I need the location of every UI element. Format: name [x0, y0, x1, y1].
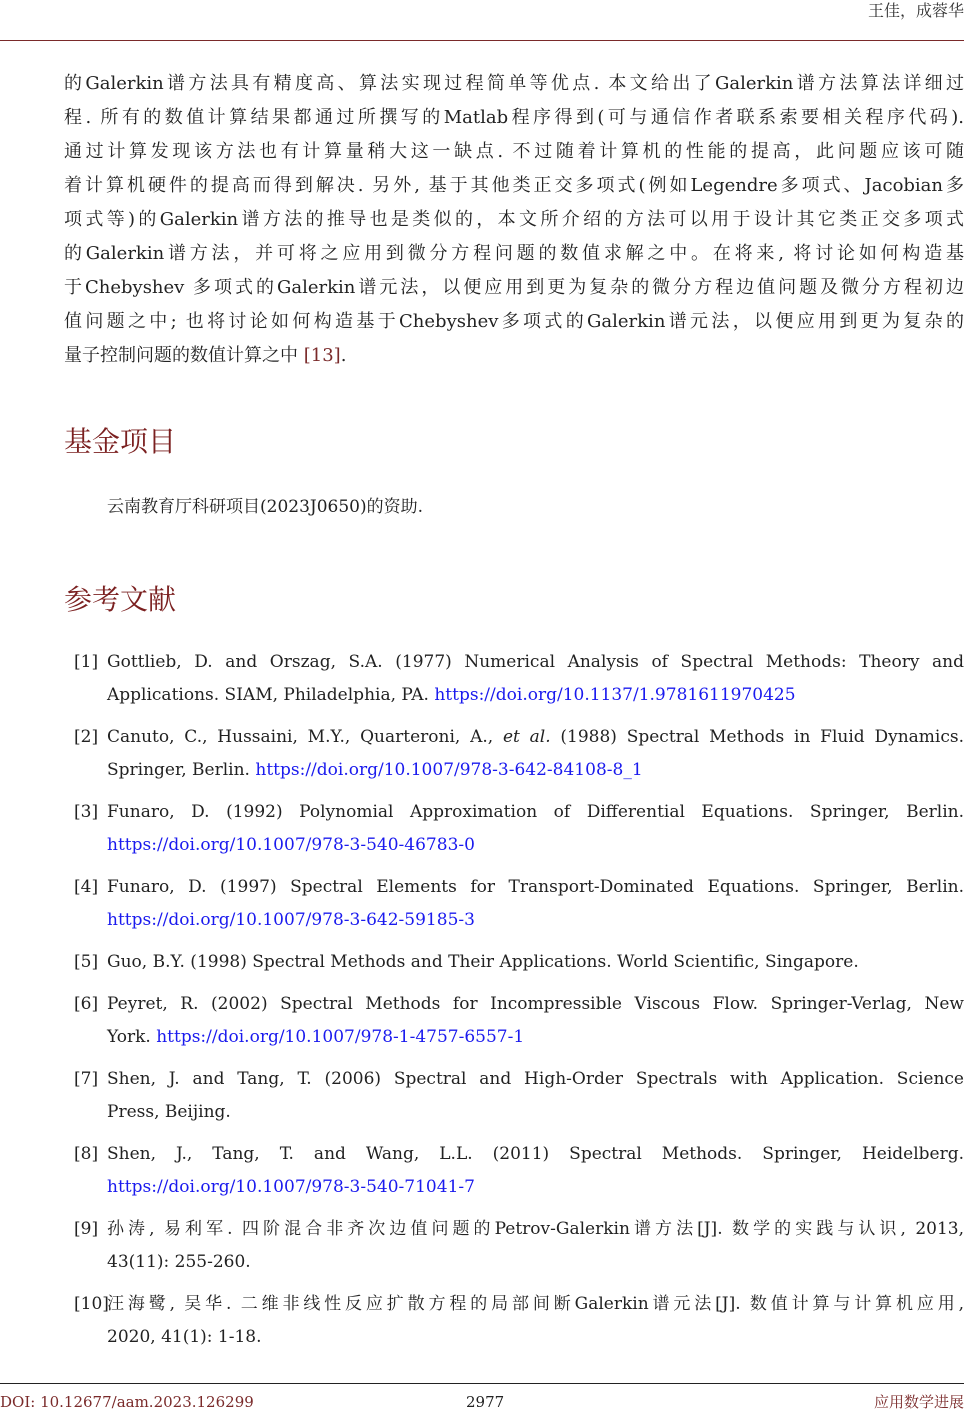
- paragraph-line-text: 项式等)的Galerkin谱方法的推导也是类似的，本文所介绍的方法可以用于设计其它类正交多项式: [64, 209, 964, 230]
- reference-line: [107, 721, 964, 754]
- reference-line: [107, 829, 964, 862]
- reference-item: [64, 871, 964, 937]
- paragraph-line: [64, 67, 964, 101]
- reference-line: [107, 988, 964, 1021]
- paragraph-line: [64, 135, 964, 169]
- reference-line: [107, 754, 964, 787]
- reference-number: [2]: [74, 727, 99, 747]
- paragraph-line: [64, 305, 964, 339]
- reference-item: [64, 1288, 964, 1354]
- reference-number: [9]: [74, 1219, 99, 1239]
- reference-item: [64, 721, 964, 787]
- paragraph-line-text: 的Galerkin谱方法具有精度高、算法实现过程简单等优点. 本文给出了Galerkin谱方法算法详细过: [64, 73, 964, 94]
- paragraph-line: [64, 339, 964, 373]
- paragraph-line-text: 的Galerkin谱方法，并可将之应用到微分方程问题的数值求解之中。在将来, 将讨论如何构造基: [64, 243, 964, 264]
- reference-line: [107, 679, 964, 712]
- header-rule: [0, 40, 964, 41]
- paragraph-line: [64, 237, 964, 271]
- references-heading: 参考文献: [64, 583, 177, 616]
- body-paragraph: [64, 67, 964, 373]
- reference-line: [107, 1096, 964, 1129]
- reference-line: [107, 1246, 964, 1279]
- reference-number: [4]: [74, 877, 99, 897]
- paragraph-line: [64, 101, 964, 135]
- reference-item: [64, 1063, 964, 1129]
- reference-number: [8]: [74, 1144, 99, 1164]
- paragraph-line-text: 程. 所有的数值计算结果都通过所撰写的Matlab程序得到(可与通信作者联系索要相关程序代码).: [64, 107, 964, 128]
- doi-link[interactable]: https://doi.org/10.1007/978-3-642-84108-8_1: [255, 760, 643, 780]
- footer-doi: DOI: 10.12677/aam.2023.126299: [0, 1393, 254, 1411]
- paragraph-line-text: 通过计算发现该方法也有计算量稍大这一缺点. 不过随着计算机的性能的提高，此问题应该可随: [64, 141, 964, 162]
- reference-text: Press, Beijing.: [107, 1102, 231, 1122]
- reference-line: [107, 1138, 964, 1171]
- reference-number: [10]: [74, 1294, 109, 1314]
- reference-number: [5]: [74, 952, 99, 972]
- reference-text: Canuto, C., Hussaini, M.Y., Quarteroni, A.,: [107, 727, 503, 747]
- page-number: 2977: [466, 1393, 505, 1411]
- reference-line: [107, 904, 964, 937]
- reference-item: [64, 988, 964, 1054]
- reference-text: Peyret, R. (2002) Spectral Methods for Incompressible Viscous Flow. Springer-Verlag, New: [107, 994, 964, 1014]
- reference-text-italic: et al.: [502, 727, 551, 747]
- reference-line: [107, 946, 964, 979]
- doi-link[interactable]: https://doi.org/10.1007/978-1-4757-6557-1: [156, 1027, 525, 1047]
- reference-text: York.: [107, 1027, 157, 1047]
- reference-text: Shen, J., Tang, T. and Wang, L.L. (2011) Spectral Methods. Springer, Heidelberg.: [107, 1144, 964, 1164]
- paragraph-line: [64, 169, 964, 203]
- funding-text: 云南教育厅科研项目(2023J0650)的资助.: [107, 497, 424, 517]
- reference-line: [107, 1021, 964, 1054]
- reference-number: [6]: [74, 994, 99, 1014]
- reference-item: [64, 946, 964, 979]
- reference-text: Funaro, D. (1997) Spectral Elements for Transport-Dominated Equations. Springer, Berlin.: [107, 877, 964, 897]
- journal-name: 应用数学进展: [873, 1393, 964, 1411]
- reference-item: [64, 646, 964, 712]
- reference-number: [3]: [74, 802, 99, 822]
- reference-text: Springer, Berlin.: [107, 760, 256, 780]
- reference-line: [107, 871, 964, 904]
- reference-line: [107, 1063, 964, 1096]
- doi-link[interactable]: https://doi.org/10.1007/978-3-540-46783-0: [107, 835, 475, 855]
- footer-rule: [0, 1383, 964, 1384]
- running-header-authors: 王佳，成蓉华: [867, 1, 964, 20]
- reference-number: [1]: [74, 652, 99, 672]
- doi-link[interactable]: https://doi.org/10.1007/978-3-642-59185-3: [107, 910, 475, 930]
- reference-text: Funaro, D. (1992) Polynomial Approximation of Differential Equations. Springer, Berlin.: [107, 802, 964, 822]
- reference-text: 汪海鹭, 吴华. 二维非线性反应扩散方程的局部间断Galerkin谱元法[J]. 数值计算与计算机应用,: [107, 1294, 964, 1314]
- reference-list: [64, 646, 964, 1363]
- reference-text: Applications. SIAM, Philadelphia, PA.: [107, 685, 435, 705]
- reference-text: Shen, J. and Tang, T. (2006) Spectral and High-Order Spectrals with Application. Science: [107, 1069, 964, 1089]
- reference-text: (1988) Spectral Methods in Fluid Dynamics.: [550, 727, 964, 747]
- reference-text: Gottlieb, D. and Orszag, S.A. (1977) Numerical Analysis of Spectral Methods: Theory and: [107, 652, 964, 672]
- reference-text: 43(11): 255-260.: [107, 1252, 251, 1272]
- reference-item: [64, 1138, 964, 1204]
- citation-link[interactable]: [13]: [303, 345, 341, 366]
- reference-item: [64, 796, 964, 862]
- paragraph-line: [64, 271, 964, 305]
- reference-item: [64, 1213, 964, 1279]
- paragraph-line-text: 值问题之中; 也将讨论如何构造基于Chebyshev多项式的Galerkin谱元法，以便应用到更为复杂的: [64, 311, 964, 332]
- reference-number: [7]: [74, 1069, 99, 1089]
- paragraph-line: [64, 203, 964, 237]
- paragraph-line-text: 于Chebyshev 多项式的Galerkin谱元法，以便应用到更为复杂的微分方程边值问题及微分方程初边: [64, 277, 964, 298]
- reference-text: Guo, B.Y. (1998) Spectral Methods and Their Applications. World Scientific, Singapore.: [107, 952, 859, 972]
- reference-text: 2020, 41(1): 1-18.: [107, 1327, 262, 1347]
- doi-link[interactable]: https://doi.org/10.1137/1.9781611970425: [434, 685, 796, 705]
- paragraph-line-text: 量子控制问题的数值计算之中: [64, 345, 304, 366]
- reference-line: [107, 646, 964, 679]
- reference-line: [107, 796, 964, 829]
- reference-line: [107, 1213, 964, 1246]
- reference-line: [107, 1171, 964, 1204]
- reference-line: [107, 1321, 964, 1354]
- paragraph-end: .: [340, 345, 347, 366]
- reference-line: [107, 1288, 964, 1321]
- reference-text: 孙涛, 易利军. 四阶混合非齐次边值问题的Petrov-Galerkin谱方法[J]. 数学的实践与认识, 2013,: [107, 1219, 964, 1239]
- doi-link[interactable]: https://doi.org/10.1007/978-3-540-71041-7: [107, 1177, 475, 1197]
- paragraph-line-text: 着计算机硬件的提高而得到解决. 另外, 基于其他类正交多项式(例如Legendre多项式、Jacobian多: [64, 175, 964, 196]
- funding-heading: 基金项目: [64, 425, 177, 458]
